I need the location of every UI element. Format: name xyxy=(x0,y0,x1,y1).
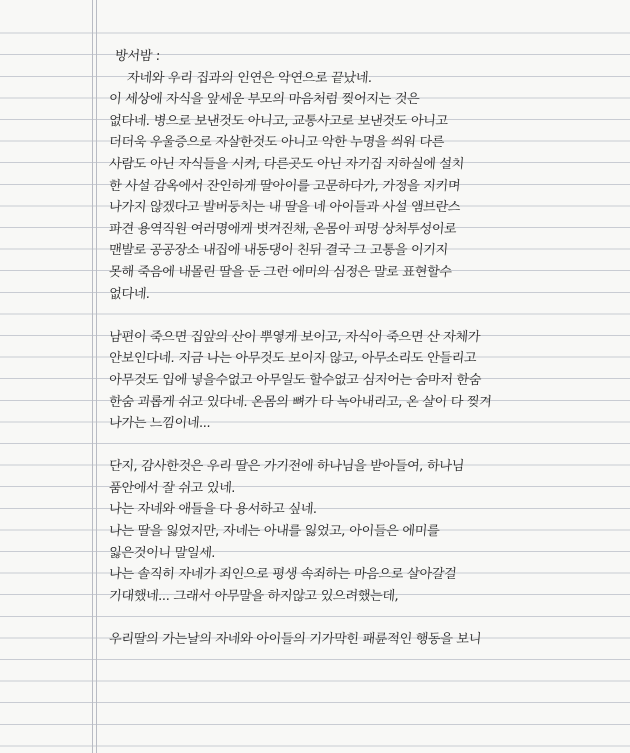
letter-line: 안보인다네. 지금 나는 아무것도 보이지 않고, 아무소리도 안들리고 xyxy=(108,351,477,367)
letter-line: 나는 솔직히 자네가 죄인으로 평생 속죄하는 마음으로 살아갈걸 xyxy=(108,567,457,583)
letter-line: 맨발로 공공장소 내집에 내동댕이 친뒤 결국 그 고통을 이기지 xyxy=(108,243,449,259)
letter-line: 없다네. xyxy=(108,286,151,302)
letter-line: 없다네. 병으로 보낸것도 아니고, 교통사고로 보낸것도 아니고 xyxy=(108,113,449,129)
letter-line: 나가지 않겠다고 발버둥치는 내 딸을 네 아이들과 사설 앰브란스 xyxy=(108,200,461,216)
letter-line: 품안에서 잘 쉬고 있네. xyxy=(108,480,236,496)
letter-line: 남편이 죽으면 집앞의 산이 뿌옇게 보이고, 자식이 죽으면 산 자체가 xyxy=(108,329,481,345)
letter-line: 한숨 괴롭게 쉬고 있다네. 온몸의 뼈가 다 녹아내리고, 온 살이 다 찢겨 xyxy=(108,394,493,410)
letter-line: 자네와 우리 집과의 인연은 악연으로 끝났네. xyxy=(126,70,373,86)
letter-line: 잃은것이니 말일세. xyxy=(108,545,216,561)
letter-line: 파견 용역직원 여러명에게 벗겨진채, 온몸이 피멍 상처투성이로 xyxy=(108,221,457,237)
margin-line xyxy=(92,0,93,753)
margin-line xyxy=(96,0,97,753)
letter-line: 이 세상에 자식을 앞세운 부모의 마음처럼 찢어지는 것은 xyxy=(108,92,420,108)
letter-line: 나는 자네와 애들을 다 용서하고 싶네. xyxy=(108,502,318,518)
letter-line: 나는 딸을 잃었지만, 자네는 아내를 잃었고, 아이들은 에미를 xyxy=(108,524,440,540)
letter-line: 더더욱 우울증으로 자살한것도 아니고 악한 누명을 씌워 다른 xyxy=(108,135,445,151)
paragraph-gap xyxy=(108,435,620,457)
paragraph-gap xyxy=(108,607,620,629)
salutation: 방서밤 : xyxy=(114,49,161,64)
letter-body xyxy=(108,46,620,651)
letter-line: 한 사설 감옥에서 잔인하게 딸아이를 고문하다가, 가정을 지키며 xyxy=(108,178,461,194)
letter-line: 단지, 감사한것은 우리 딸은 가기전에 하나님을 받아들여, 하나님 xyxy=(108,459,465,475)
letter-line: 나가는 느낌이네... xyxy=(108,416,212,432)
letter-line: 기대했네... 그래서 아무말을 하지않고 있으려했는데, xyxy=(108,588,400,604)
letter-line: 아무것도 입에 넣을수없고 아무일도 할수없고 심지어는 숨마저 한숨 xyxy=(108,372,482,388)
letter-line: 우리딸의 가는날의 자네와 아이들의 기가막힌 패륜적인 행동을 보니 xyxy=(108,632,482,648)
paragraph-gap xyxy=(108,305,620,327)
letter-line: 사람도 아닌 자식들을 시켜, 다른곳도 아닌 자기집 지하실에 설치 xyxy=(108,156,465,172)
letter-line: 못해 죽음에 내몰린 딸을 둔 그런 에미의 심정은 말로 표현할수 xyxy=(108,264,453,280)
